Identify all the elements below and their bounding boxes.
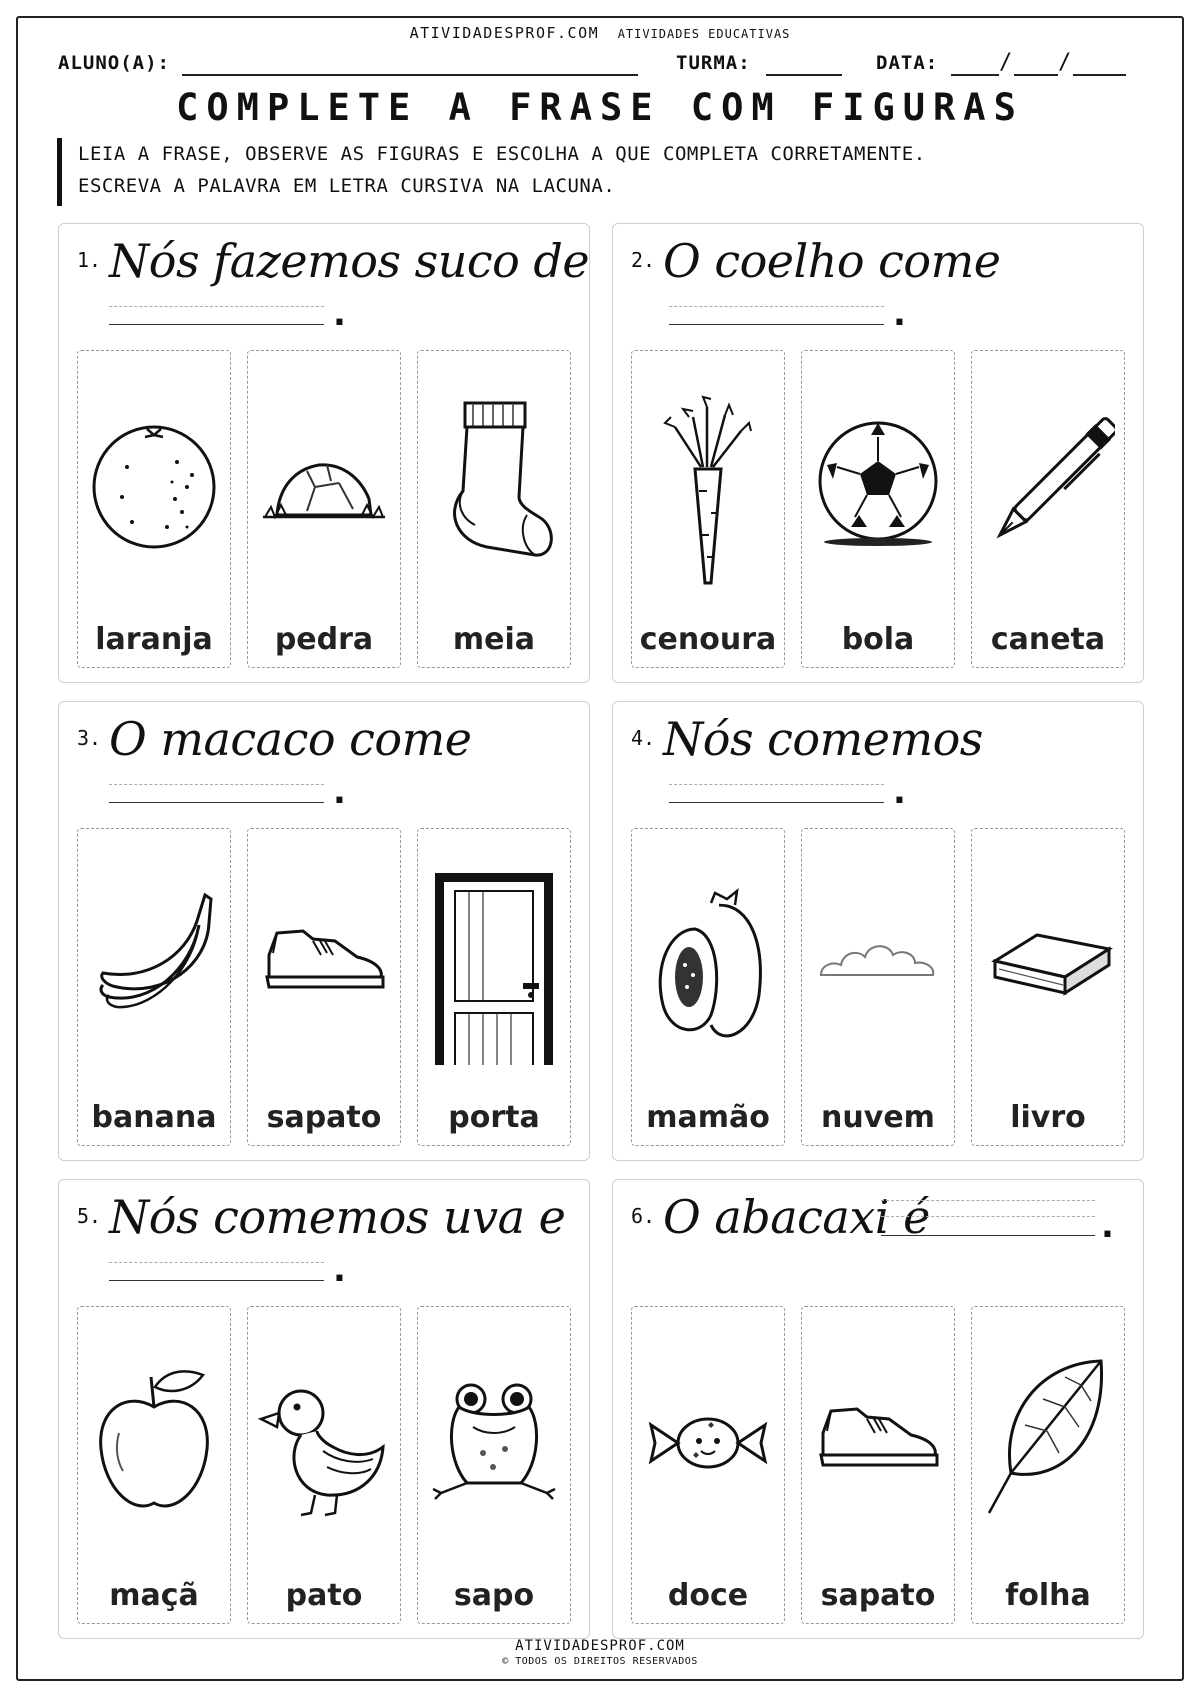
- option-word: sapato: [266, 1100, 382, 1135]
- question-number: 2.: [631, 248, 656, 272]
- shoe-icon: [811, 1343, 945, 1543]
- option-card[interactable]: [247, 350, 401, 668]
- option-card[interactable]: [971, 350, 1125, 668]
- sentence-period: .: [1101, 1206, 1114, 1246]
- answer-blank[interactable]: [109, 324, 324, 325]
- frog-icon: [427, 1343, 561, 1543]
- class-label: TURMA:: [676, 52, 751, 74]
- instructions-line-1: LEIA A FRASE, OBSERVE AS FIGURAS E ESCOLHA A QUE COMPLETA CORRETAMENTE.: [78, 143, 926, 165]
- question-card-6: [612, 1179, 1144, 1639]
- option-word: mamão: [646, 1100, 770, 1135]
- option-card[interactable]: [631, 828, 785, 1146]
- footer: [0, 1638, 1200, 1667]
- option-word: banana: [91, 1100, 217, 1135]
- footer-site: ATIVIDADESPROF.COM: [515, 1638, 685, 1654]
- option-card[interactable]: [77, 828, 231, 1146]
- option-word: maçã: [109, 1578, 199, 1613]
- option-card[interactable]: [417, 350, 571, 668]
- option-card[interactable]: [801, 350, 955, 668]
- cloud-icon: [811, 865, 945, 1065]
- option-word: pato: [285, 1578, 363, 1613]
- papaya-icon: [641, 865, 775, 1065]
- option-word: caneta: [990, 622, 1106, 657]
- question-number: 6.: [631, 1204, 656, 1228]
- option-word: bola: [841, 622, 915, 657]
- student-info-row: [58, 50, 1148, 80]
- candy-icon: [641, 1343, 775, 1543]
- option-word: sapo: [453, 1578, 535, 1613]
- sock-icon: [427, 387, 561, 587]
- option-word: livro: [1010, 1100, 1086, 1135]
- sentence-period: .: [893, 772, 906, 812]
- pen-icon: [981, 387, 1115, 587]
- sentence-period: .: [333, 772, 346, 812]
- answer-blank[interactable]: [669, 802, 884, 803]
- question-sentence: Nós comemos uva e: [109, 1190, 566, 1244]
- site-header: [0, 24, 1200, 42]
- option-card[interactable]: [247, 1306, 401, 1624]
- option-card[interactable]: [971, 1306, 1125, 1624]
- date-day-field[interactable]: [951, 74, 999, 76]
- question-sentence: O coelho come: [663, 234, 1001, 288]
- banana-icon: [87, 865, 221, 1065]
- option-card[interactable]: [417, 828, 571, 1146]
- question-number: 1.: [77, 248, 102, 272]
- sentence-period: .: [893, 294, 906, 334]
- option-card[interactable]: [801, 1306, 955, 1624]
- carrot-icon: [641, 387, 775, 587]
- sentence-period: .: [333, 1250, 346, 1290]
- option-word: cenoura: [639, 622, 777, 657]
- option-word: laranja: [95, 622, 213, 657]
- question-sentence: Nós comemos: [663, 712, 983, 766]
- question-card-2: [612, 223, 1144, 683]
- date-year-field[interactable]: [1073, 74, 1126, 76]
- question-number: 4.: [631, 726, 656, 750]
- option-card[interactable]: [77, 350, 231, 668]
- question-card-1: [58, 223, 590, 683]
- date-month-field[interactable]: [1014, 74, 1058, 76]
- instructions-line-2: ESCREVA A PALAVRA EM LETRA CURSIVA NA LACUNA.: [78, 175, 616, 197]
- option-word: nuvem: [821, 1100, 935, 1135]
- option-card[interactable]: [631, 1306, 785, 1624]
- answer-blank[interactable]: [669, 324, 884, 325]
- duck-icon: [257, 1343, 391, 1543]
- class-field[interactable]: [766, 74, 842, 76]
- option-word: meia: [452, 622, 536, 657]
- answer-blank[interactable]: [109, 802, 324, 803]
- option-word: pedra: [274, 622, 374, 657]
- question-card-3: [58, 701, 590, 1161]
- question-sentence: Nós fazemos suco de: [109, 234, 590, 288]
- option-word: porta: [448, 1100, 540, 1135]
- page-title: COMPLETE A FRASE COM FIGURAS: [176, 86, 1024, 129]
- option-word: sapato: [820, 1578, 936, 1613]
- answer-blank[interactable]: [881, 1235, 1095, 1236]
- option-card[interactable]: [631, 350, 785, 668]
- site-name: ATIVIDADESPROF.COM: [409, 24, 600, 42]
- question-sentence: O abacaxi é: [663, 1190, 930, 1244]
- leaf-icon: [981, 1343, 1115, 1543]
- site-tagline: ATIVIDADES EDUCATIVAS: [617, 27, 791, 41]
- option-card[interactable]: [247, 828, 401, 1146]
- student-label: ALUNO(A):: [58, 52, 170, 74]
- option-card[interactable]: [77, 1306, 231, 1624]
- question-number: 5.: [77, 1204, 102, 1228]
- footer-rights: © TODOS OS DIREITOS RESERVADOS: [502, 1656, 698, 1667]
- apple-icon: [87, 1343, 221, 1543]
- question-card-4: [612, 701, 1144, 1161]
- option-card[interactable]: [417, 1306, 571, 1624]
- date-separator: /: [999, 50, 1014, 75]
- option-word: doce: [667, 1578, 749, 1613]
- orange-icon: [87, 387, 221, 587]
- option-card[interactable]: [971, 828, 1125, 1146]
- book-icon: [981, 865, 1115, 1065]
- option-card[interactable]: [801, 828, 955, 1146]
- date-separator: /: [1058, 50, 1073, 75]
- question-number: 3.: [77, 726, 102, 750]
- sentence-period: .: [333, 294, 346, 334]
- soccer-ball-icon: [811, 387, 945, 587]
- answer-blank[interactable]: [109, 1280, 324, 1281]
- question-sentence: O macaco come: [109, 712, 472, 766]
- rock-icon: [257, 387, 391, 587]
- door-icon: [427, 865, 561, 1065]
- shoe-icon: [257, 865, 391, 1065]
- student-name-field[interactable]: [182, 74, 638, 76]
- option-word: folha: [1005, 1578, 1091, 1613]
- instructions: [57, 138, 1147, 206]
- date-label: DATA:: [876, 52, 939, 74]
- question-card-5: [58, 1179, 590, 1639]
